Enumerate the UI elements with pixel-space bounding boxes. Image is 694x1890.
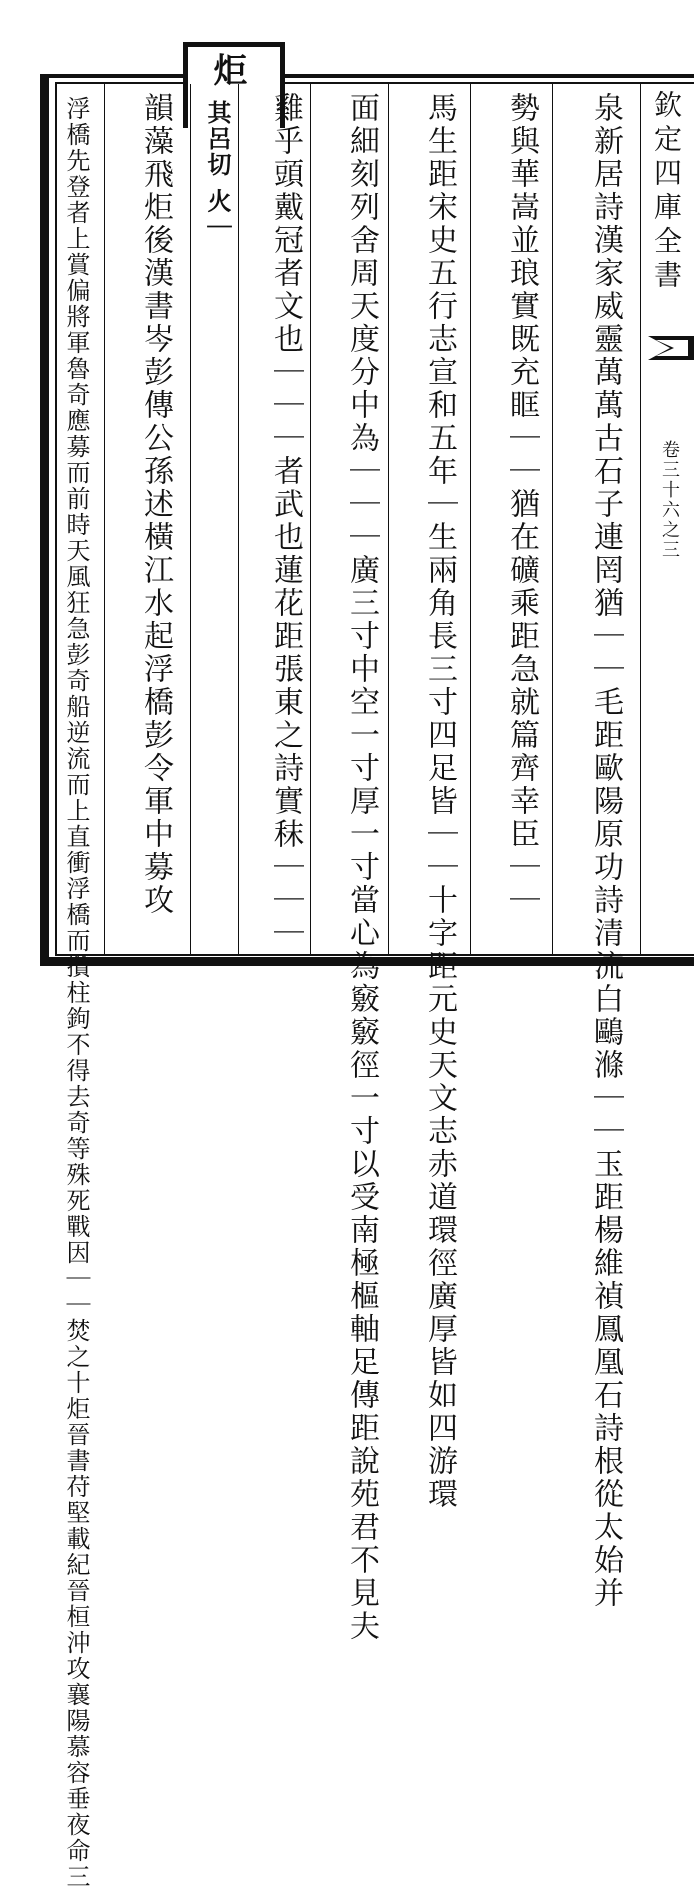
text-column-2: 勢與華嵩並琅實既充眶｜｜猶在礦乘距急就篇齊幸臣｜｜ <box>504 92 539 917</box>
text-column-5: 雞乎頭戴冠者文也｜｜｜者武也蓮花距張東之詩實秣｜｜｜ <box>268 92 303 950</box>
fishtail-mark-icon <box>648 336 694 360</box>
text-column-7: 浮橋先登者上賞偏將軍魯奇應募而前時天風狂急彭奇船逆流而上直衝浮橋而攢柱鉤不得去奇等殊死戰因｜｜焚之十炬晉書苻堅載紀晉桓沖攻襄陽慕容垂夜命三 <box>62 96 90 1890</box>
column-rule <box>388 84 389 956</box>
column-rule <box>470 84 471 956</box>
text-column-6: 韻藻飛炬後漢書岑彭傳公孫述橫江水起浮橋彭令軍中募攻 <box>138 92 173 917</box>
entry-pronunciation: 其呂切 火｜ <box>203 100 232 241</box>
text-column-1: 泉新居詩漢家威靈萬萬古石子連罔猶｜｜毛距歐陽原功詩清流白鷗滌｜｜玉距楊維禎鳳凰石詩根從太始并 <box>588 92 623 1610</box>
column-rule <box>238 84 239 956</box>
book-title: 欽定四庫全書 <box>650 90 683 294</box>
volume-label: 卷三十六之三 <box>659 440 680 560</box>
column-rule <box>104 84 105 956</box>
entry-headword: 炬 <box>207 52 247 88</box>
column-rule <box>310 84 311 956</box>
column-rule <box>552 84 553 956</box>
text-column-4: 面細刻列舍周天度分中為｜｜｜廣三寸中空一寸厚一寸當心為竅竅徑一寸以受南極樞軸足傳距說苑君不見夫 <box>344 92 379 1643</box>
column-rule <box>190 84 191 956</box>
text-column-3: 馬生距宋史五行志宣和五年｜生兩角長三寸四足皆｜｜十字距元史天文志赤道環徑廣厚皆如四游環 <box>422 92 457 1511</box>
column-rule <box>640 84 641 956</box>
